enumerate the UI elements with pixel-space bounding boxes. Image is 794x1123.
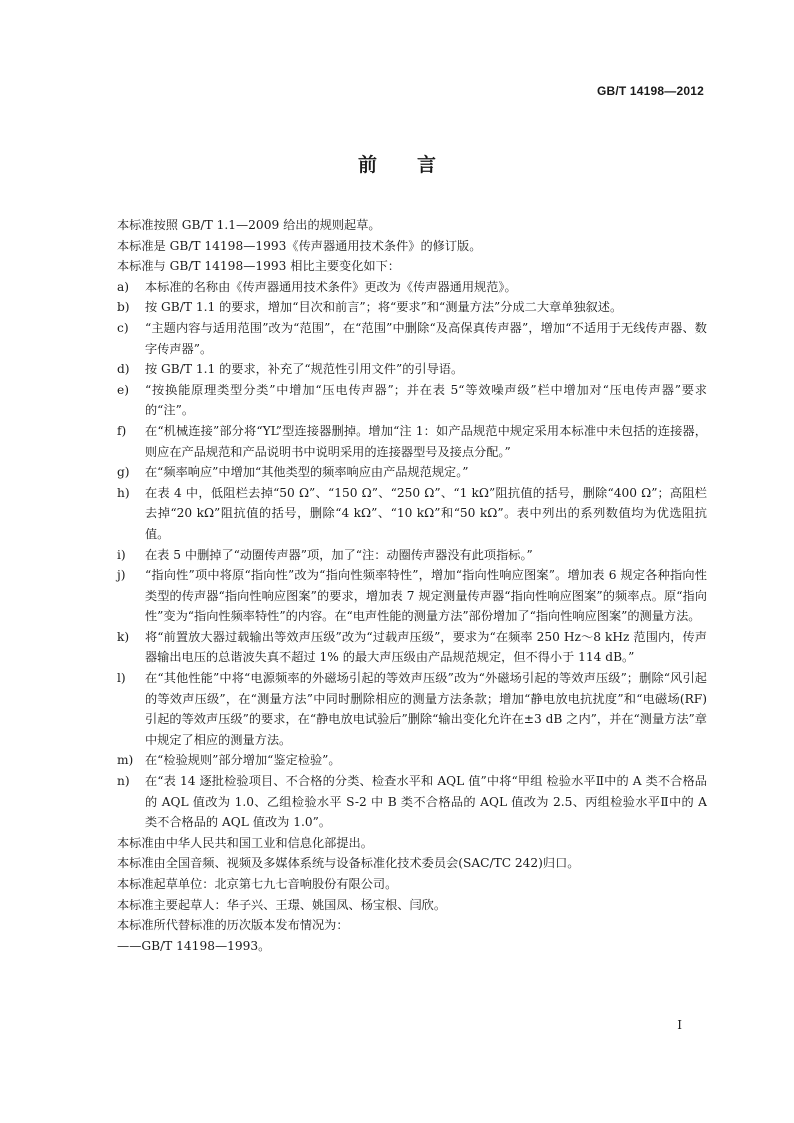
list-item	[117, 545, 707, 566]
item-label: h)	[117, 485, 130, 500]
document-body	[117, 215, 707, 956]
item-text: 在“机械连接”部分将“YL”型连接器删掉。增加“注 1：如产品规范中规定采用本标准中未包括的连接器，则应在产品规范和产品说明书中说明采用的连接器型号及接点分配。”	[145, 423, 707, 459]
outro-paragraph: 本标准起草单位：北京第七九七音响股份有限公司。	[117, 877, 398, 891]
item-label: g)	[117, 465, 130, 480]
intro-paragraph: 本标准是 GB/T 14198—1993《传声器通用技术条件》的修订版。	[117, 238, 482, 253]
list-item	[117, 462, 707, 483]
item-text: 将“前置放大器过载输出等效声压级”改为“过载声压级”，要求为“在频率 250 Hz～8 kHz 范围内，传声器输出电压的总谐波失真不超过 1% 的最大声压级由产品规范规定，但不得小于 114 dB。”	[145, 629, 707, 665]
list-item	[117, 668, 707, 750]
page-number: Ⅰ	[677, 1018, 682, 1032]
item-label: k)	[117, 629, 130, 644]
outro-paragraph: 本标准由中华人民共和国工业和信息化部提出。	[117, 835, 373, 850]
list-item	[117, 318, 707, 359]
item-label: j)	[117, 568, 126, 583]
item-text: 在“检验规则”部分增加“鉴定检验”。	[145, 753, 341, 768]
item-text: 在表 4 中，低阻栏去掉“50 Ω”、“150 Ω”、“250 Ω”、“1 kΩ”阻抗值的括号，删除“400 Ω”；高阻栏去掉“20 kΩ”阻抗值的括号，删除“4 kΩ”、“10 kΩ”和“50 kΩ”。表中列出的系列数值均为优选阻抗值。	[145, 485, 707, 541]
outro-paragraph: ——GB/T 14198—1993。	[117, 938, 271, 953]
item-label: i)	[117, 547, 126, 562]
item-text: 在“其他性能”中将“电源频率的外磁场引起的等效声压级”改为“外磁场引起的等效声压级”；删除“风引起的等效声压级”，在“测量方法”中同时删除相应的测量方法条款；增加“静电放电抗扰度”和“电磁场(RF)引起的等效声压级”的要求，在“静电放电试验后”删除“输出变化允许在±3 dB 之内”，并在“测量方法”章中规定了相应的测量方法。	[145, 671, 707, 747]
outro-paragraph: 本标准主要起草人：华子兴、王璟、姚国凤、杨宝根、闫欣。	[117, 897, 447, 912]
list-item	[117, 565, 707, 627]
list-item	[117, 627, 707, 668]
item-label: f)	[117, 423, 127, 438]
page-title: 前言	[357, 154, 476, 176]
item-text: 按 GB/T 1.1 的要求，补充了“规范性引用文件”的引导语。	[145, 362, 464, 377]
list-item	[117, 750, 707, 771]
item-text: 在“表 14 逐批检验项目、不合格的分类、检查水平和 AQL 值”中将“甲组 检验水平Ⅱ中的 A 类不合格品的 AQL 值改为 1.0、乙组检验水平 S-2 中 B 类不合格品的 AQL 值改为 2.5、丙组检验水平Ⅱ中的 A 类不合格品的 AQL 值改为 1.0”。	[145, 774, 707, 830]
list-item	[117, 297, 707, 318]
item-label: n)	[117, 774, 130, 789]
item-text: “按换能原理类型分类”中增加“压电传声器”；并在表 5“等效噪声级”栏中增加对“压电传声器”要求的“注”。	[145, 382, 707, 418]
item-label: a)	[117, 279, 130, 294]
outro-paragraph: 本标准由全国音频、视频及多媒体系统与设备标准化技术委员会(SAC/TC 242)归口。	[117, 856, 580, 871]
list-item	[117, 277, 707, 298]
changes-list	[117, 277, 707, 833]
item-text: “指向性”项中将原“指向性”改为“指向性频率特性”，增加“指向性响应图案”。增加表 6 规定各种指向性类型的传声器“指向性响应图案”的要求，增加表 7 规定测量传声器“指向性响应图案”的频率点。原“指向性”变为“指向性频率特性”的内容。在“电声性能的测量方法”部份增加了“指向性响应图案”的测量方法。	[145, 568, 707, 624]
item-label: m)	[117, 753, 134, 768]
standard-code: GB/T 14198—2012	[596, 84, 704, 98]
intro-paragraph: 本标准按照 GB/T 1.1—2009 给出的规则起草。	[117, 218, 381, 232]
list-item	[117, 359, 707, 380]
item-label: e)	[117, 382, 129, 397]
list-item	[117, 380, 707, 421]
outro-section	[117, 833, 707, 957]
item-label: c)	[117, 320, 129, 335]
outro-paragraph: 本标准所代替标准的历次版本发布情况为：	[117, 918, 349, 933]
list-item	[117, 771, 707, 833]
item-text: “主题内容与适用范围”改为“范围”，在“范围”中删除“及高保真传声器”，增加“不适用于无线传声器、数字传声器”。	[145, 320, 707, 356]
list-item	[117, 421, 707, 462]
item-text: 在表 5 中删掉了“动圈传声器”项，加了“注：动圈传声器没有此项指标。”	[145, 547, 533, 562]
list-item	[117, 483, 707, 545]
item-text: 本标准的名称由《传声器通用技术条件》更改为《传声器通用规范》。	[145, 279, 517, 294]
item-label: d)	[117, 362, 130, 377]
item-text: 在“频率响应”中增加“其他类型的频率响应由产品规范规定。”	[145, 465, 469, 480]
item-label: l)	[117, 671, 126, 686]
item-text: 按 GB/T 1.1 的要求，增加“目次和前言”；将“要求”和“测量方法”分成二大章单独叙述。	[145, 300, 623, 315]
intro-paragraph: 本标准与 GB/T 14198—1993 相比主要变化如下：	[117, 259, 400, 274]
intro-section	[117, 215, 707, 277]
item-label: b)	[117, 300, 130, 315]
